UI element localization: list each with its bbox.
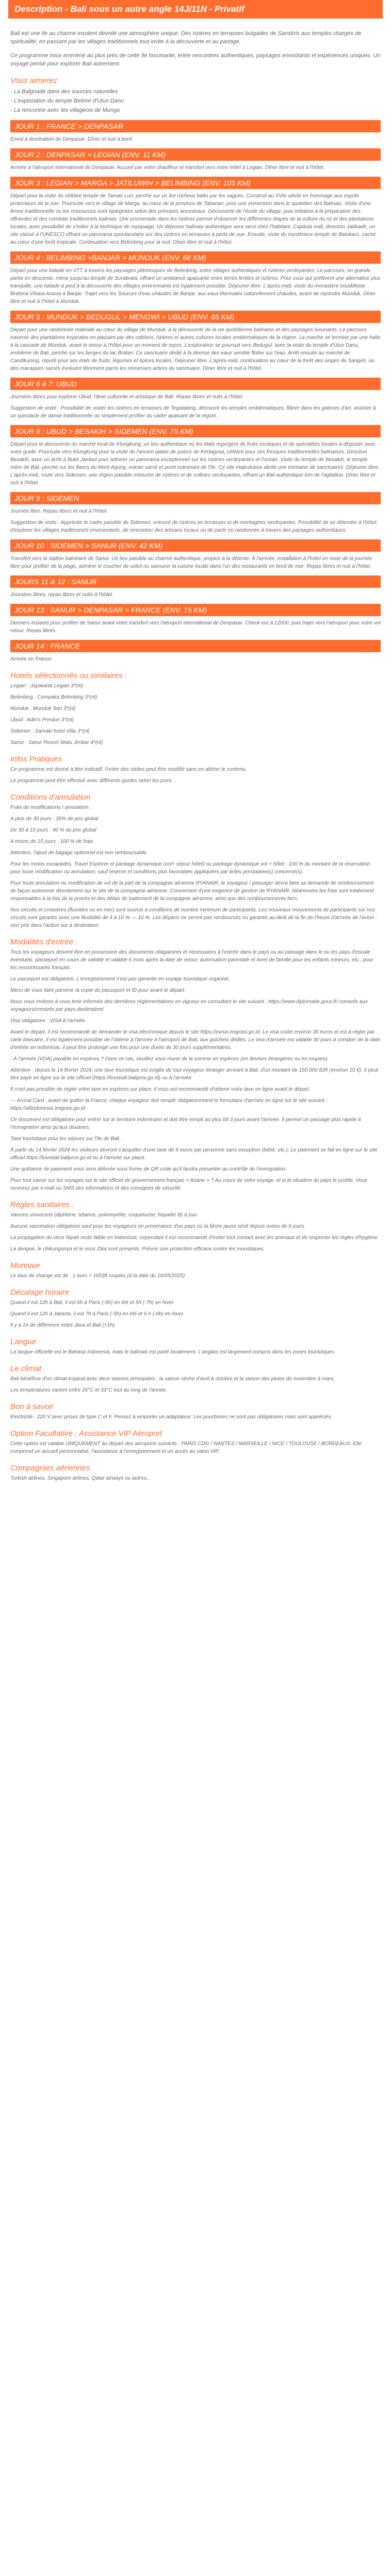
day-text: Arrivée en France. [10, 656, 53, 662]
day-text: Derniers instants pour profiter de Sanur avant votre transfert vers l'aéroport international de Denpasar. Check-out à 12h00, puis trajet vers l'aéroport pour votre vol retour. Repas libres. [10, 620, 381, 634]
time-info [10, 1299, 381, 1329]
climate-info [10, 1375, 381, 1394]
practical-info [10, 766, 381, 785]
formalities-text: Il n'est pas possible de régler votre taxe en espèces sur place, il vous est recommandé d'obtenir votre taxe en ligne avant le départ. [10, 1087, 311, 1092]
practical-heading: Infos Pratiques [10, 755, 62, 764]
vip-heading: Option Facultative : Assistance VIP Aéroport [10, 1429, 162, 1438]
health-heading: Règles sanitaires : [10, 1200, 74, 1209]
practical-text: Le programme peut être effectué avec différents guides selon les jours. [10, 778, 173, 784]
hotels-list [10, 682, 381, 747]
day-heading: JOUR 5 : MUNDUK > BEDUGUL > MENGWI > UBUD (ENV. 65 KM) [10, 311, 381, 323]
health-text: Vaccins universels (diphtérie, tétanos, poliomyélite, coqueluche, hépatite B) à jour. [10, 1212, 199, 1218]
intro-paragraph: Bali est une île au charme insolent dévoilé une atmosphère unique. Des rizières en terrasses bulgades de Sanskris aux temples chargés de spiritualité, en passant par les villages traditionnels tout invite à la découverte et au partage. [10, 30, 362, 45]
intro [4, 19, 387, 68]
day-4 [10, 251, 381, 306]
climate-text: Les températures varient entre 26°C et 33°C tout au long de l'année. [10, 1387, 167, 1393]
formalities-info [10, 948, 381, 1192]
day-text: Envol à destination de Denpasar. Dîner et nuit à bord. [10, 137, 134, 142]
practical-text: Ce programme est donné à titre indicatif. l'ordre des visites peut être modifié sans en altérer le contenu. [10, 767, 247, 772]
day-text: Journées libres, repas libres et nuits à l'hôtel. [10, 592, 113, 598]
formalities-text: Merci de vous faire parvenir la copie du passeport et ID pour avant le départ. [10, 988, 186, 993]
hotel-item: Sidemen : Samaki hotel Villa 3*(nl) [10, 728, 90, 734]
day-text: Départ pour une randonnée matinale au cœur du village de Munduk, à la découverte de la vie quotidienne balinaise et des paysages luxuriants. Le parcours traverse des plantations tropicales en passant par des caféiers, rizières et autres cultures locales emblématiques de la région. La marche se termine par une halte à la cascade de Munduk, avant le retour à l'hôtel pour un moment de repos. L'exploration se poursuit vers Bedugul, avec la visite du temple d'Ulun Danu, emblème de Bali, perché sur les berges du lac Bratan. Ce sanctuaire dédié à la déesse des eaux semble flotter sur l'eau. Arrêt ensuite au marché de Candikuning, réputé pour ses étals de fruits, légumes et épices locales. Déjeuner libre. L'après-midi, continuation au cœur de la forêt des singes de Sangeh, où des macaques sacrés évoluent librement parmi les immenses arbres du sanctuaire. Dîner libre et nuit à l'hôtel. [10, 327, 381, 371]
formalities-text: Tous les voyageurs doivent être en possession des documents obligatoires et nécessaires à l'entrée dans le pays ou au passage dans le ou les pays d'escale éventuels, passeport en cours de validité et valable 6 mois après la date de retour, autorisation parentale et livret de famille pour les enfants mineurs, etc., pour les ressortissants français. [10, 950, 373, 971]
passport-note: Pour tout savoir sur les voyages sur le site officiel de gouvernement français > Ariane > ? Au cours de votre voyage, et si la situation du pays le justifie. Vous recevrez par e-mail ou SMS des informations et des consignes de sécurité. [10, 1178, 368, 1191]
day-3 [10, 177, 381, 246]
tourist-tax-text: Une quittance de paiement vous sera délivrée sous forme de QR code qu'il faudra présenter au contrôle de l'immigration. [10, 1166, 287, 1172]
day-text: Arrivée à l'aéroport international de Denpasar. Accueil par votre chauffeur et transfert vers votre hôtel à Legian. Dîner libre et nuit à l'hôtel. [10, 165, 325, 171]
highlights-heading: Vous aimerez [10, 76, 58, 85]
conditions-text: Attention, l'ajout de bagage optionnel est non remboursable. [10, 850, 148, 856]
conditions-text: Frais de modifications / annulation : [10, 805, 92, 810]
day-text: Journée libre. Repas libres et nuit à l'hôtel. [10, 509, 108, 514]
conditions-text: Nos circuits et croisières (fluviales ou en mer) sont soumis à conditions de nombre minimum de participants. Les nouveaux mouvements de participants sur nos circuits sont garantis avec une flexibilité de 4 à 10 % — 10 %. Les départs ne seront pas remboursés ou garantis au-delà de la fin de l'heure d'arrivée de l'avion : ceci pris dans l'action sur à destination. [10, 907, 377, 928]
conditions-info [10, 804, 381, 929]
day-11-12 [10, 575, 381, 599]
highlight-item: - La Balgnade dans des sources naturelles [10, 89, 118, 95]
formalities-text: Le passeport est obligatoire. L'enregistrement n'est pas garantie en voyage touristique organisé. [10, 976, 230, 982]
tips-info [10, 1413, 381, 1421]
page-title: Description - Bali sous un autre angle 14J/11N - Privatif [8, 0, 383, 19]
health-text: La propagation du virus Nipah reste faible en Indonésie, cependant il est recommandé d'éviter tout contact avec les animaux et de respecter les règles d'hygiène. [10, 1235, 379, 1241]
arrival-card-text: Ce document est obligatoire pour entrer sur le territoire indonésien et doit être rempli au plus tôt 3 jours avant l'arrivée. Il permet un passage plus rapide à l'immigration ainsi qu'aux douanes. [10, 1117, 361, 1130]
day-text: Départ pour la découverte du marché local de Klungkung, un lieu authentique où les étals regorgent de fruits exotiques et de spécialités locales à déguster avec votre guide. Poursuite vers Klungkung pour la visite de l'ancien palais de justice de Kertagosa, célèbre pour ses fresques traditionnelles balinaises. Direction Besakih, avec un arrêt à Bukit Jambul pour admirer un panorama exceptionnel sur les rizières verdoyantes et l'océan. Visite du temple de Besakih, le temple mère de Bali, perché sur les flancs du Mont Agung, volcan sacré et point culminant de l'île. Ce site majestueux abrite une trentaine de sanctuaires. Déjeuner libre. L'après-midi, route vers Sidemen, une région paisible entourée de rizières et de collines verdoyantes, offrant un Bali authentique loin de l'agitation. Dîner libre et nuit à l'hôtel. [10, 442, 380, 486]
day-text: Transfert vers la station balnéaire de Sanur. Un lieu paisible au charme authentique, propice à la détente. À l'arrivée, installation à l'hôtel en reste de la journée libre pour profiter de la plage, admirer le coucher de soleil ou savourer la cuisine locale dans l'un des restaurants en bord de mer. Repas libres et nuit à l'hôtel. [10, 556, 372, 569]
hotel-item: Belimbing : Cempaka Belimbing 3*(nl) [10, 694, 97, 700]
vip-info [10, 1440, 381, 1455]
conditions-text: De 30 à 15 jours : 40 % du prix global [10, 827, 96, 833]
day-8 [10, 425, 381, 487]
day-10 [10, 539, 381, 570]
day-2 [10, 148, 381, 172]
time-heading: Décalage horaire [10, 1288, 70, 1297]
day-6-7 [10, 378, 381, 420]
climate-text: Bali bénéficie d'un climat tropical avec deux saisons principales : la saison sèche d'avril à octobre et la saison des pluies de novembre à mars. [10, 1376, 335, 1382]
language-heading: Langue [10, 1337, 37, 1346]
day-text: Départ pour une balade en VTT à travers les paysages pittoresques de Belimbing, entre villages authentiques et rizières verdoyantes. Le parcours, en grande partie en descente, mène jusqu'au temple de Surabrata, offrant un ambiance apaisante entre terres fertiles et rizières. Pour ceux qui préfèrent une alternative plus tranquille, une balade à pied à la découverte des villages environnants est également possible. Déjeuner libre. L'après-midi, visite du monastère bouddhiste Brahma Vihara Arama à Banjar. Trajet vers les Sources d'eau chaudes de Banjar, aux eaux thermales naturellement chaudes, avant de rejoindre Munduk. Dîner libre et nuit à l'hôtel à Munduk. [10, 268, 381, 304]
airlines-heading: Compagnies aériennes [10, 1464, 90, 1472]
tourist-tax-text: À partir du 14 février 2024 les visiteurs devront s'acquitter d'une taxe de 9 euros par personne sans exception (bébé, etc.). Le paiement se fait en ligne sur le site officiel https://lovebali.baliprov.go.id ou à l'arrivée sur place. [10, 1147, 378, 1161]
formalities-text: Visa obligatoire : VISA à l'arrivée [10, 1018, 85, 1024]
conditions-heading: Conditions d'annulation [10, 793, 91, 802]
hotel-item: Ubud : Adiri's Preston 3*(nl) [10, 717, 74, 723]
day-13 [10, 604, 381, 635]
day-heading: JOUR 2 : DENPASAR > LEGIAN (ENV. 11 KM) [10, 148, 381, 161]
hotel-item: Munduk : Munduk Sari 3*(nl) [10, 706, 76, 711]
currency-heading: Monnaie [10, 1261, 40, 1270]
highlights-list [10, 87, 381, 115]
tourist-tax-text: Taxe touristique pour les séjours sur l'île de Bali : [10, 1136, 122, 1142]
day-heading: JOUR 9 : SIDEMEN [10, 492, 381, 504]
day-9 [10, 492, 381, 534]
day-heading: JOUR 14 : FRANCE [10, 640, 381, 652]
conditions-text: Pour les motos escapades, Travel Explorer et package dynamique (vol+ séjour hôtel) ou package dynamique vol + hôtel : 100 % du montant de la réservation pour toute modification ou annulation, sauf réserve et conditions plus favorables appliquées par le/les prestataire(s) concerné(s). [10, 861, 370, 875]
arrival-card-text: --- Arrival Card : avant de quitter la France, chaque voyageur doit remplir obligatoirement le formulaire d'arrivée en ligne sur le site suivant : https://allindonesia.imigrasi.go.id [10, 1098, 328, 1111]
formalities-text: Attention : depuis le 14 février 2024, une taxe touristique est exigée de tout voyageur étranger arrivant à Bali, d'un montant de 150 000 IDR (environ 10 €). Il peut être payé en ligne sur le site officiel (https://lovebali.baliprov.go.id) ou à l'arrivée. [10, 1067, 378, 1081]
day-heading: JOUR 6 à 7: UBUD [10, 378, 381, 390]
tips-heading: Bon à savoir [10, 1402, 54, 1411]
highlight-item: - La rencontre avec les villageois de Munga [10, 107, 120, 113]
day-text: Journées libres pour explorer Ubud, l'âme culturelle et artistique de Bali. Repas libres et nuits à l'hôtel. [10, 394, 243, 400]
day-5 [10, 311, 381, 372]
conditions-text: A moins de 15 jours : 100 % de frais [10, 839, 93, 844]
time-text: Quand il est 12h à Jakarta, il est 7h à Paris (-5h) en été et 6 h (-6h) en hiver. [10, 1311, 185, 1317]
vip-text: Cette option est valable UNIQUEMENT au départ des aéroports suivants : PARIS CDG / NANTES / MARSEILLE / NICE / TOULOUSE / BORDEAUX. Elle comprend un accueil personnalisé, l'assistance à l'enregistrement et un accès au salon VIP. [10, 1441, 362, 1454]
time-text: Quand il est 12h à Bali, il est 6h à Paris (-6h) en été et 5h (-7h) en hiver. [10, 1300, 175, 1306]
day-text: Suggestion de visite : Apprécier le cadre paisible de Sidemen, entouré de rizières en terrasses et de montagnes verdoyantes. Possibilité de se détendre à l'hôtel, d'explorer les villages traditionnels environnants, de rencontrer des artisans locaux ou de partir en randonnée à travers des paysages authentiques. [10, 520, 378, 533]
day-heading: JOUR 3 : LEGIAN > MARGA > JATILUWIH > BELIMBING (ENV. 105 KM) [10, 177, 381, 189]
health-text: Aucune vaccination obligatoire sauf pour les voyageurs en provenance d'un pays où la fièvre jaune sévit depuis moins de 6 jours. [10, 1224, 306, 1229]
language-text: La langue officielle est le Bahasa Indonesia, mais le balinais est parlé localement. L'anglais est largement compris dans les zones touristiques. [10, 1349, 336, 1355]
day-text: Suggestion de visite : Possibilité de visiter les rizières en terrasses de Tegalalang, découvrir les temples emblématiques, flâner dans les galeries d'art, assister à un spectacle de danse traditionnelle ou simplement profiter du cadre apaisant de la région. [10, 405, 376, 419]
day-heading: JOUR 10 : SIDEMEN > SANUR (ENV. 42 KM) [10, 539, 381, 552]
day-text: Départ pour la visite du célèbre temple de Taman Luri, perché sur un îlot rocheux battu par les vagues. Construit au XVIe siècle en hommage aux esprits protecteurs de la mer. Poursuite vers le village de Marga, au cœur de la province de Tabanan, pour une immersion dans le quotidien des Balinais. Visite d'une ferme traditionnelle où les ressources sont épargnées selon des principes ancestraux. Découverte de l'école du village, puis initiation à la préparation des offrandes et des combats traditionnels balinais. Une promenade dans les rizières permet d'observer les différentes étapes de la culture du riz et des plantations locales, avec possibilité de s'initier à la technique de repiquage. Un déjeuner balinais authentique sera servi chez l'habitant. Capitula midi, direction Jatiluwih, un site classé à l'UNESCO offrant un panorama spectaculaire sur des rizières en terrasses à perte de vue. Ensuite, visite du mystérieux temple de Batukaru, caché au cœur d'une forêt tropicale. Continuation vers Belimbing pour la nuit. Dîner libre et nuit à l'hôtel. [10, 193, 376, 245]
page [4, 0, 387, 1501]
conditions-text: Pour toute annulation ou modification de vol de la part de la compagnie aérienne RYANAIR, le voyageur / passager devra faire sa demande de remboursement de façon autonome directement sur le site de la compagnie aérienne. Concernant d'une exigence de gestion de RYANAIR. Néanmoins les frais sont totalement responsables à la fois de la procès et des délais de traitement de la compagnie aérienne, ainsi que des remboursements tiers. [10, 880, 374, 902]
airlines-text: Turkish airlines, Singapore airlines, Qatar airways ou autres... [10, 1476, 151, 1481]
climate-heading: Le climat [10, 1364, 42, 1373]
time-text: Il y a 1h de différence entre Java et Bali (+1h). [10, 1323, 116, 1328]
hotel-item: Sanur : Sanur Resort Watu Jimbar 4*(nl) [10, 740, 103, 745]
tips-text: Électricité : 220 V avec prises de type C et F. Pensez à emporter un adaptateur. Les pourboires ne sont pas obligatoires mais sont appréciés. [10, 1414, 333, 1420]
formalities-text: Avant le départ, il est recommandé de demander le visa électronique depuis le site https://evisa.imigrasi.go.id. Le visa coûte environ 35 euros et est à régler par carte bancaire. Il est également possible de l'obtenir à l'arrivée à l'aéroport de Bali, aux guichets dédiés. Le visa d'arrivée est valable 30 jours à compter de la date d'entrée en Indonésie, il peut être prolongé une fois pour une durée de 30 jours supplémentaires. [10, 1029, 380, 1050]
formalities-text: Nous vous invitons à vous tenir informés des dernières réglementations en vigueur en consultant le site suivant : https://www.diplomatie.gouv.fr/ conseils aux voyageurs/conseils par pays-destination/ [10, 999, 368, 1012]
language-info [10, 1348, 381, 1356]
intro-paragraph: Ce programme vous emmène au plus près de cette île fascinante, entre rencontres authentiques, paysages envoûtants et expériences uniques. Un voyage pensé pour explorer Bali autrement. [10, 53, 381, 67]
day-heading: JOUR 4 : BELIMBING >BANJAR > MUNDUK (ENV. 68 KM) [10, 251, 381, 264]
airlines-info [10, 1475, 381, 1482]
health-info [10, 1211, 381, 1253]
day-heading: JOURS 11 & 12 : SANUR [10, 575, 381, 588]
conditions-text: A plus de 30 jours : 35% de prix global [10, 816, 99, 822]
currency-info [10, 1272, 381, 1280]
day-14 [10, 640, 381, 663]
hotels-heading: Hotels sélectionnés ou similaires : [10, 671, 127, 680]
formalities-heading: Modalités d'entrée : [10, 938, 78, 946]
day-1 [10, 120, 381, 143]
formalities-text: - À l'arrivée (VOA) payable en espèces ? Dans ce cas, veuillez vous munir de la somme en espèces (en devises étrangères ou en roupies). [10, 1056, 329, 1062]
day-heading: JOUR 8 : UBUD > BESAKIH > SIDEMEN (ENV. 75 KM) [10, 425, 381, 437]
currency-text: Le taux de change est de : 1 euro = 16538 roupies (à la date du 16/05/2025) [10, 1273, 185, 1279]
health-text: La dengue, le chikungunya et le virus Zika sont présents. Prévoir une protection efficace contre les moustiques. [10, 1246, 265, 1252]
day-heading: JOUR 1 : FRANCE > DENPASAR [10, 120, 381, 132]
highlight-item: - L'exploration du temple Belimé d'Ulun Danu [10, 98, 124, 104]
hotel-item: Legian : Jayakarta Legian 3*(nl) [10, 683, 84, 689]
day-heading: JOUR 13 : SANUR > DENPASAR > FRANCE (ENV. 15 KM) [10, 604, 381, 616]
